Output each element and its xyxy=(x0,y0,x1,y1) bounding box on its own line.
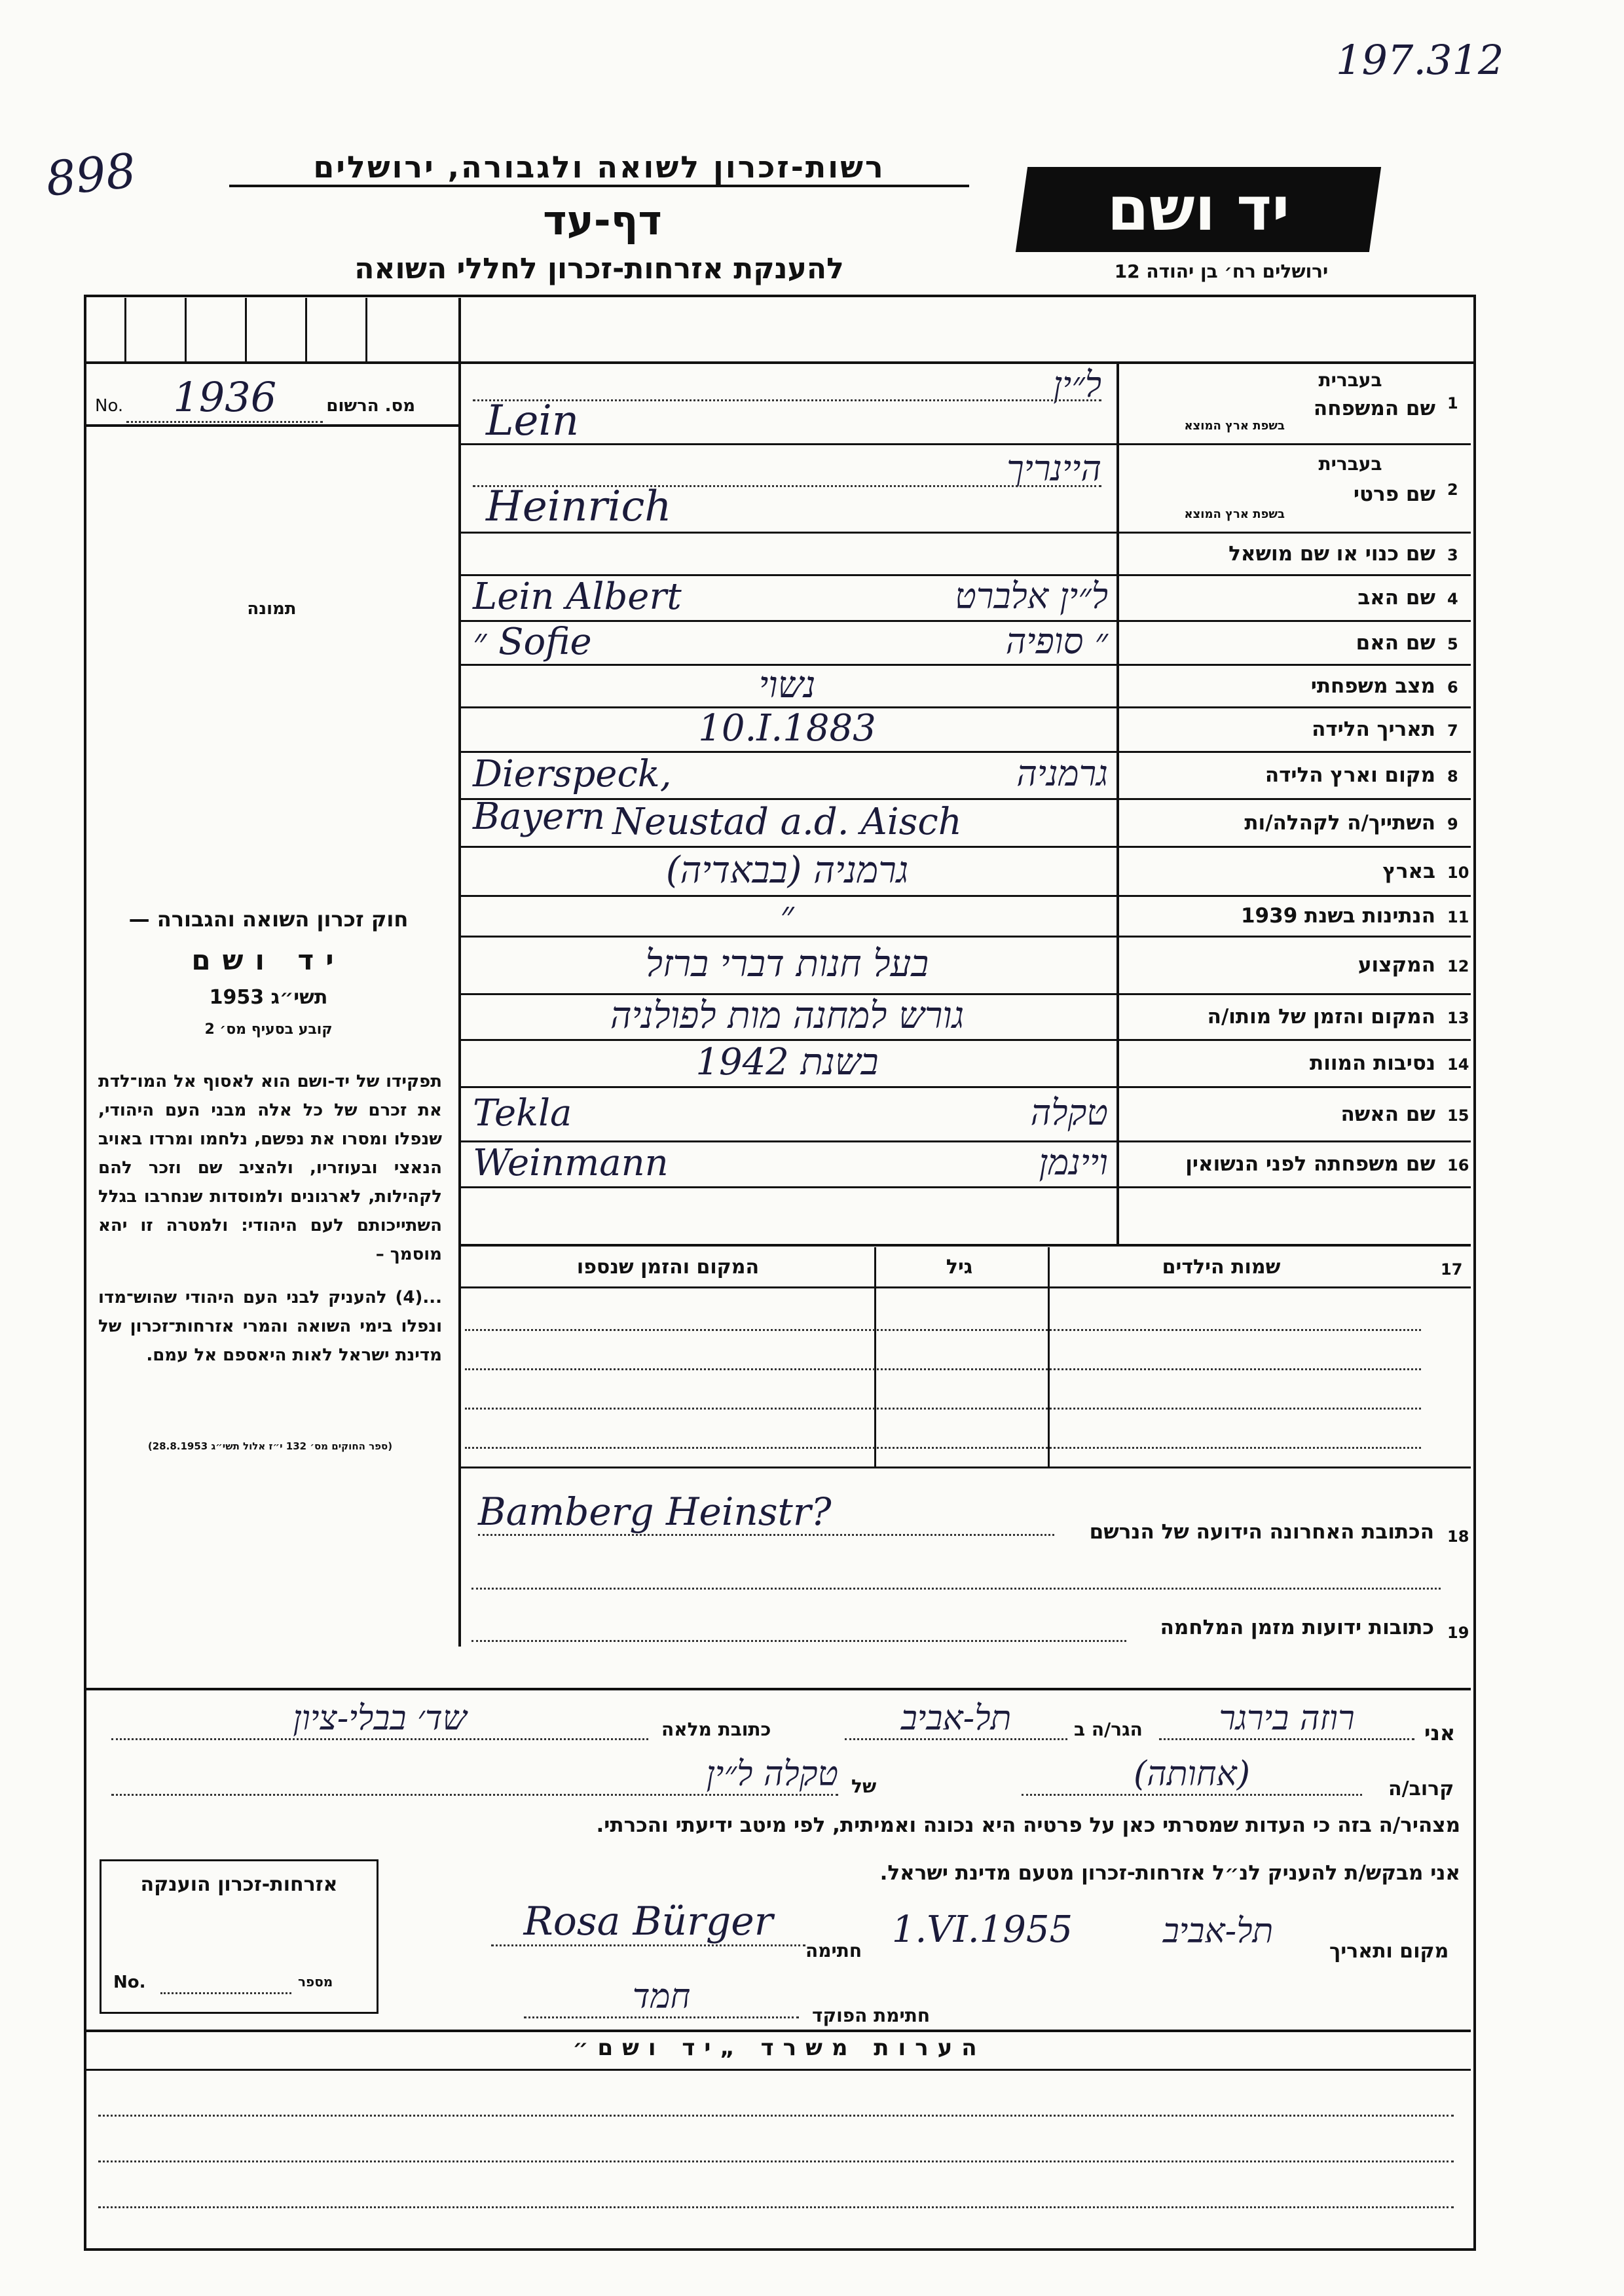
field-value-13: גורש למחנה מות לפולניה xyxy=(610,994,965,1037)
field-num-4: 4 xyxy=(1447,590,1458,608)
field-sub-origin-2: בשפת ארץ המוצא xyxy=(1184,507,1285,521)
field-num-9: 9 xyxy=(1447,814,1458,833)
declarant-residing: הגר/ה ב xyxy=(1074,1719,1143,1740)
field-num-10: 10 xyxy=(1447,863,1469,882)
field-value-latin-15: Tekla xyxy=(473,1091,572,1135)
law-year: תשי״ג 1953 xyxy=(209,986,328,1009)
declarant-full-address-label: כתובת מלאה xyxy=(661,1719,771,1740)
address-num: 18 xyxy=(1447,1527,1469,1546)
citizenship-number-label: מספר xyxy=(298,1974,333,1990)
law-clause: ...(4) להעניק לבני העם היהודי שהוש־מדו ונפלו בימי השואה והמרי אזרחות־זכרון של מדינת ישראל לאות היאספם אל עמם. xyxy=(98,1288,442,1365)
field-sub-hebrew-1: בעברית xyxy=(1318,369,1382,391)
field-value-7: 10.I.1883 xyxy=(698,707,876,750)
form-subtitle: להענקת אזרחות-זכרון לחללי השואה xyxy=(354,252,844,285)
citizenship-no: No. xyxy=(113,1973,146,1992)
relation-of: של xyxy=(851,1776,877,1797)
field-label-12: המקצוע xyxy=(1357,953,1435,977)
field-value-latin-2: Heinrich xyxy=(486,482,672,531)
org-line: רשות-זכרון לשואה ולגבורה, ירושלים xyxy=(229,149,969,187)
field-value-11: ״ xyxy=(780,894,794,936)
registration-label: מס. הרשום xyxy=(326,396,416,416)
registration-row xyxy=(95,373,449,423)
field-row-11 xyxy=(460,894,1471,938)
field-num-6: 6 xyxy=(1447,678,1458,697)
signature-label: חתימה xyxy=(805,1940,862,1961)
field-label-16: שם משפחתה לפני הנשואין xyxy=(1185,1152,1435,1176)
officer-signature: חמד xyxy=(524,1977,799,2018)
field-row-14 xyxy=(460,1041,1471,1088)
children-col-age: גיל xyxy=(946,1256,973,1279)
field-value-latin-16: Weinmann xyxy=(473,1142,669,1184)
field-row-1 xyxy=(460,361,1471,445)
place-value: תל-אביב xyxy=(1162,1912,1274,1951)
field-label-13: המקום והזמן של מותו/ה xyxy=(1207,1005,1435,1029)
declarant-name: רוזה בירגר xyxy=(1159,1699,1414,1740)
field-label-11: הנתינות בשנת 1939 xyxy=(1240,904,1435,928)
relation-label: קרוב/ה xyxy=(1388,1777,1454,1800)
field-label-8: מקום וארץ הלידה xyxy=(1264,763,1435,787)
field-label-4: שם האב xyxy=(1357,586,1435,610)
field-value-latin-5: ״ Sofie xyxy=(473,620,592,663)
field-value-hebrew-2: היינריך xyxy=(1006,448,1101,489)
form-title: דף-עד xyxy=(543,196,662,244)
field-num-12: 12 xyxy=(1447,957,1469,975)
relation-value: (אחותה) xyxy=(1022,1755,1362,1796)
citizenship-box xyxy=(100,1859,378,2014)
yad-vashem-logo xyxy=(1016,167,1381,252)
field-num-16: 16 xyxy=(1447,1156,1469,1175)
field-value-6: נשוי xyxy=(758,663,816,706)
field-value-12: בעל חנות דברי ברזל xyxy=(645,943,929,985)
field-sub-origin-1: בשפת ארץ המוצא xyxy=(1184,419,1285,433)
field-num-11: 11 xyxy=(1447,908,1469,926)
field-value-hebrew-8: גרמניה xyxy=(1016,753,1108,794)
photo-label: תמונה xyxy=(247,599,297,619)
field-num-13: 13 xyxy=(1447,1009,1469,1027)
field-row-16 xyxy=(460,1142,1471,1188)
field-value-latin-1: Lein xyxy=(486,396,580,445)
field-num-1: 1 xyxy=(1447,394,1458,412)
wartime-label: כתובות ידועות מזמן המלחמה xyxy=(1160,1616,1434,1639)
law-name: יד ושם xyxy=(191,944,346,976)
field-num-15: 15 xyxy=(1447,1106,1469,1125)
relation-relative: טקלה ל״ין xyxy=(111,1755,838,1796)
field-value-10: גרמניה (בבאדיה) xyxy=(665,848,909,892)
citizenship-title: אזרחות-זכרון הוענקה xyxy=(140,1873,338,1896)
date-value: 1.VI.1955 xyxy=(891,1908,1073,1951)
field-value-hebrew-4: ל״ין אלברט xyxy=(955,575,1108,617)
field-value-14: בשנת 1942 xyxy=(695,1041,879,1084)
remarks-title: הערות משרד „יד ושם״ xyxy=(572,2035,986,2061)
registration-no-label: No. xyxy=(95,396,124,416)
declarant-signature: Rosa Bürger xyxy=(491,1899,805,1946)
law-section: קובע בסעיף מס׳ 2 xyxy=(204,1021,333,1038)
field-label-10: בארץ xyxy=(1382,859,1435,883)
request-text: אני מבקש/ת להעניק לנ״ל אזרחות-זכרון מטעם מדינת ישראל. xyxy=(879,1861,1460,1885)
address-label: הכתובת האחרונה הידועה של הנרשם xyxy=(1089,1520,1434,1544)
children-num: 17 xyxy=(1441,1260,1463,1279)
field-sub-hebrew-2: בעברית xyxy=(1318,453,1382,475)
field-num-2: 2 xyxy=(1447,480,1458,499)
field-label-5: שם האם xyxy=(1356,630,1435,655)
field-num-14: 14 xyxy=(1447,1055,1469,1074)
field-row-2 xyxy=(460,445,1471,534)
stamp-number: 898 xyxy=(43,143,139,207)
declarant-street: שד׳ בבלי-ציון xyxy=(111,1699,648,1740)
field-row-10 xyxy=(460,848,1471,897)
field-label-9: השתייך/ה לקהלה/ות xyxy=(1244,811,1435,835)
archive-number: 197.312 xyxy=(1336,36,1504,84)
field-row-5 xyxy=(460,622,1471,666)
children-col-place: המקום והזמן שנספו xyxy=(576,1256,760,1279)
field-label-3: שם כנוי או שם מושאל xyxy=(1228,541,1435,566)
law-citation: (ספר החוקים מס׳ 132 י״ז אלול תשי״ג 28.8.1953) xyxy=(147,1440,393,1452)
field-row-6 xyxy=(460,663,1471,708)
declarant-city: תל-אביב xyxy=(845,1699,1067,1740)
field-row-7 xyxy=(460,708,1471,753)
field-value-9: Neustad a.d. Aisch xyxy=(612,800,962,843)
registration-number: 1936 xyxy=(126,373,323,423)
field-row-12 xyxy=(460,938,1471,995)
field-num-5: 5 xyxy=(1447,634,1458,653)
field-value-hebrew-1: ל״ין xyxy=(1053,364,1101,405)
field-label-14: נסיבות המוות xyxy=(1310,1051,1435,1075)
field-label-15: שם האשה xyxy=(1340,1102,1435,1126)
logo-address: ירושלים רח׳ בן יהודה 12 xyxy=(1114,261,1329,282)
field-value-hebrew-16: ויינמן xyxy=(1039,1142,1108,1183)
field-value-hebrew-5: ״ סופיה xyxy=(1005,620,1108,662)
officer-label: חתימת הפוקד xyxy=(812,2005,931,2026)
field-label-7: תאריך הלידה xyxy=(1312,718,1435,741)
field-label-1: שם המשפחה xyxy=(1313,396,1435,420)
field-value-latin-8: Dierspeck, Bayern xyxy=(473,753,672,838)
logo-text: יד ושם xyxy=(1107,174,1290,244)
declarant-ani: אני xyxy=(1424,1721,1456,1745)
wartime-num: 19 xyxy=(1447,1624,1469,1642)
children-col-names: שמות הילדים xyxy=(1162,1256,1281,1279)
field-label-2: שם פרטי xyxy=(1353,482,1435,506)
place-date-label: מקום ותאריך xyxy=(1329,1940,1449,1963)
field-num-8: 8 xyxy=(1447,767,1458,786)
field-label-6: מצב משפחתי xyxy=(1310,674,1435,698)
law-body: תפקידו של יד-ושם הוא לאסוף אל המו־לדת את זכרם של כל אלה מבני העם היהודי, שנפלו ומסרו את נפשם, נלחמו ומרדו באויב הנאצי ובעוזריו, ולהציב שם וזכר להם לקהילות, לארגונים ולמוסדות שנחרבו בגלל השתייכותם לעם היהודי: ולמטרה זו יהא מוסמך – xyxy=(98,1072,442,1264)
field-num-7: 7 xyxy=(1447,721,1458,740)
field-row-13 xyxy=(460,995,1471,1041)
field-row-4 xyxy=(460,576,1471,622)
field-row-3 xyxy=(460,534,1471,576)
field-row-9 xyxy=(460,800,1471,848)
field-value-hebrew-15: טקלה xyxy=(1030,1091,1108,1133)
field-num-3: 3 xyxy=(1447,545,1458,564)
law-title: חוק זכרון השואה והגבורה — xyxy=(128,907,409,932)
address-value: Bamberg Heinstr? xyxy=(478,1489,1054,1536)
declaration-text: מצהיר/ה בזה כי העדות שמסרתי כאן על פרטיה היא נכונה ואמיתית, לפי מיטב ידיעתי והכרתי. xyxy=(596,1813,1460,1837)
field-row-15 xyxy=(460,1088,1471,1142)
field-value-latin-4: Lein Albert xyxy=(473,575,682,618)
